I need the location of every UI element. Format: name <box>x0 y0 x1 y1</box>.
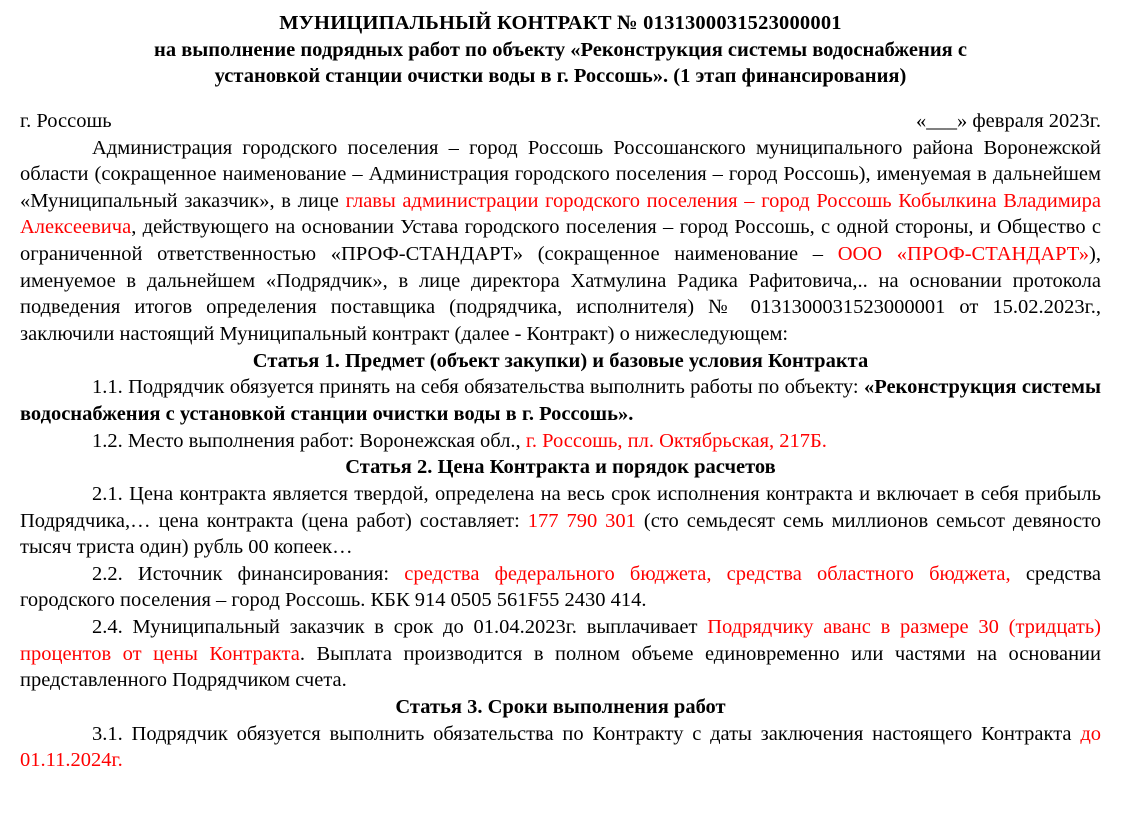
title-prefix: МУНИЦИПАЛЬНЫЙ КОНТРАКТ № <box>279 12 644 34</box>
contract-number: 0131300031523000001 <box>643 12 842 34</box>
preamble-contractor-name: ООО «ПРОФ-СТАНДАРТ» <box>837 243 1090 266</box>
clause-3-1 <box>20 721 1101 774</box>
clause-2-1-amount: 177 790 301 <box>527 509 636 532</box>
article-1-heading: Статья 1. Предмет (объект закупки) и базовые условия Контракта <box>252 349 869 372</box>
preamble-text-a: Администрация городского поселения – город Россошь Россошанского муниципального района Воронежской области (сокращенное наименование – Администрация городского поселения – город Россошь), именуемая в дальнейшем «Муниципальный заказчик», в лице <box>20 136 1101 212</box>
document-title <box>20 10 1101 90</box>
preamble-text-b: , действующего на основании Устава городского поселения – город Россошь, с одной стороны, и Общество с ограниченной ответственностью «ПРОФ-СТАНДАРТ» (сокращенное наименование – <box>20 216 1101 266</box>
preamble-paragraph <box>20 135 1101 348</box>
clause-2-4-text-b: . Выплата производится в полном объеме единовременно или частями на основании представленного Подрядчиком счета. <box>20 642 1101 692</box>
city-label: г. Россошь <box>20 109 112 132</box>
clause-3-1-text: 3.1. Подрядчик обязуется выполнить обязательства по Контракту с даты заключения настоящего Контракта <box>92 722 1081 745</box>
date-label: «___» февраля 2023г. <box>916 109 1101 132</box>
clause-2-2-funding-sources: средства федерального бюджета, средства областного бюджета, <box>404 562 1011 585</box>
clause-2-2 <box>20 561 1101 614</box>
clause-2-4-text-a: 2.4. Муниципальный заказчик в срок до 01.04.2023г. выплачивает <box>92 616 708 639</box>
clause-1-2-text: 1.2. Место выполнения работ: Воронежская обл., <box>92 429 526 452</box>
clause-1-2-address: г. Россошь, пл. Октябрьская, 217Б. <box>525 429 827 452</box>
clause-1-1-text: 1.1. Подрядчик обязуется принять на себя обязательства выполнить работы по объекту: <box>92 376 864 399</box>
clause-2-2-text-a: 2.2. Источник финансирования: <box>92 562 405 585</box>
title-line-3: установкой станции очистки воды в г. Россошь». (1 этап финансирования) <box>214 65 907 88</box>
place-and-date-row <box>20 108 1101 135</box>
clause-2-4 <box>20 614 1101 694</box>
title-line-2: на выполнение подрядных работ по объекту «Реконструкция системы водоснабжения с <box>154 38 967 61</box>
clause-2-2-text-b: средства городского поселения – город Россошь. КБК 914 0505 561F55 2430 414. <box>20 562 1101 612</box>
title-line-1 <box>20 10 1101 37</box>
article-3-heading: Статья 3. Сроки выполнения работ <box>395 696 726 719</box>
preamble-text-c: ), именуемое в дальнейшем «Подрядчик», в лице директора Хатмулина Радика Рафитовича,.. на основании протокола подведения итогов определения поставщика (подрядчика, исполнителя) № 0131300031523000001 от 15.02.2023г., заключили настоящий Муниципальный контракт (далее - Контракт) о нижеследующем: <box>20 243 1101 346</box>
clause-2-4-advance: Подрядчику аванс в размере 30 (тридцать) процентов от цены Контракта <box>20 616 1102 665</box>
clause-3-1-deadline: до 01.11.2024г. <box>20 722 1101 772</box>
clause-1-1-object: «Реконструкция системы водоснабжения с установкой станции очистки воды в г. Россошь». <box>20 376 1101 425</box>
article-2-heading: Статья 2. Цена Контракта и порядок расчетов <box>345 456 776 479</box>
clause-2-1-text-b: (сто семьдесят семь миллионов семьсот девяносто тысяч триста один) рубль 00 копеек… <box>20 509 1102 559</box>
clause-2-1 <box>20 481 1101 561</box>
clause-2-1-text-a: 2.1. Цена контракта является твердой, определена на весь срок исполнения контракта и включает в себя прибыль Подрядчика,… цена контракта (цена работ) составляет: <box>20 482 1101 532</box>
clause-1-2 <box>20 428 1101 455</box>
preamble-official-name: главы администрации городского поселения – город Россошь Кобылкина Владимира Алексеевича <box>20 189 1101 239</box>
clause-1-1 <box>20 374 1101 427</box>
